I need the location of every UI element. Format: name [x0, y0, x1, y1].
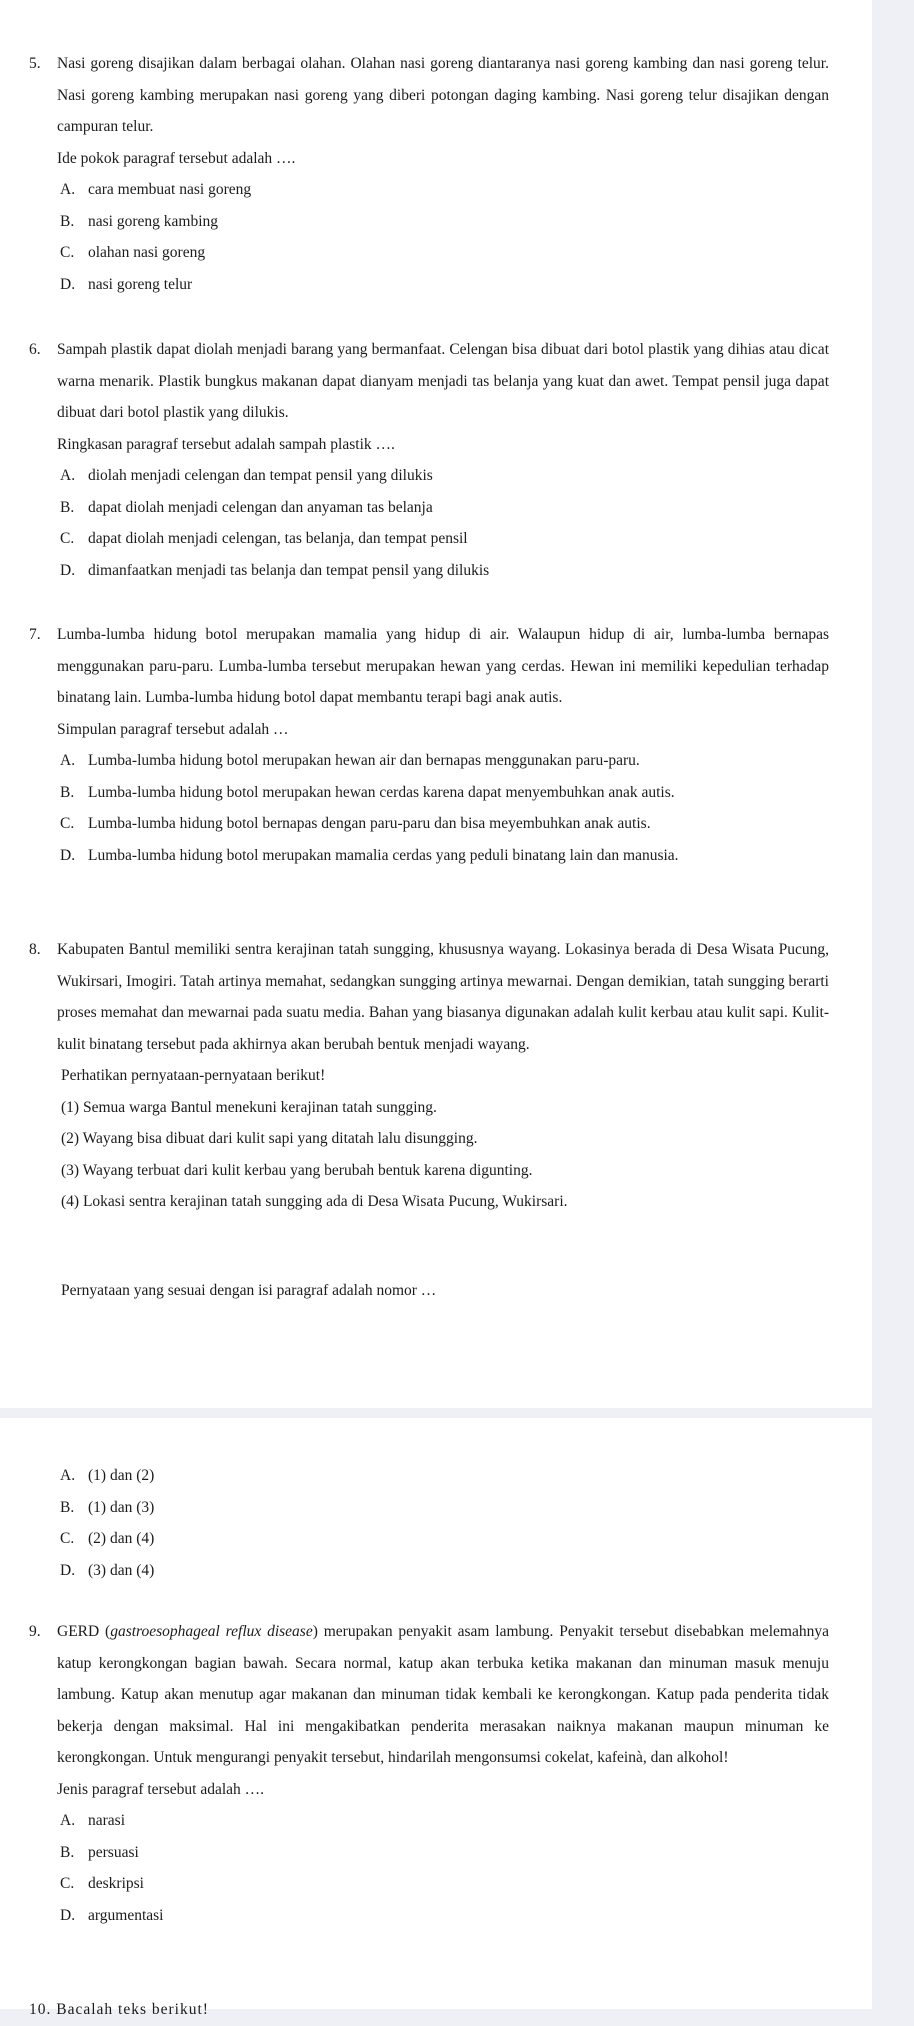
option-letter: C.	[60, 1530, 75, 1547]
option-a[interactable]	[60, 1460, 829, 1492]
option-a[interactable]	[60, 460, 829, 492]
option-text: Lumba-lumba hidung botol merupakan hewan air dan bernapas menggunakan paru-paru.	[88, 752, 640, 769]
question-8-options	[29, 1460, 829, 1586]
question-prompt: Ide pokok paragraf tersebut adalah ….	[57, 149, 296, 167]
question-prompt: Pernyataan yang sesuai dengan isi paragraf adalah nomor …	[61, 1281, 437, 1299]
option-text: nasi goreng kambing	[88, 212, 219, 230]
option-b[interactable]	[60, 206, 829, 238]
option-text: (1) dan (3)	[88, 1498, 155, 1516]
option-text: Lumba-lumba hidung botol merupakan hewan cerdas karena dapat menyembuhkan anak autis.	[88, 783, 675, 801]
option-d[interactable]	[60, 1555, 829, 1587]
option-text: narasi	[88, 1812, 126, 1829]
option-letter: D.	[60, 846, 76, 864]
option-b[interactable]	[60, 1837, 829, 1869]
option-letter: C.	[60, 244, 75, 261]
term: GERD	[57, 1623, 100, 1640]
option-text: Lumba-lumba hidung botol merupakan mamalia cerdas yang peduli binatang lain dan manusia.	[88, 846, 679, 864]
option-letter: C.	[60, 1875, 75, 1892]
option-letter: A.	[60, 752, 76, 769]
option-d[interactable]	[60, 269, 829, 301]
question-number: 6.	[29, 341, 41, 358]
option-b[interactable]	[60, 492, 829, 524]
question-prompt: Simpulan paragraf tersebut adalah …	[57, 720, 289, 738]
option-letter: B.	[60, 783, 75, 801]
question-paragraph: Sampah plastik dapat diolah menjadi barang yang bermanfaat. Celengan bisa dibuat dari botol plastik yang dihias atau dicat warna menarik. Plastik bungkus makanan dapat dianyam menjadi tas belanja yang kuat dan awet. Tempat pensil juga dapat dibuat dari botol plastik yang dilukis.	[57, 341, 829, 421]
question-5	[29, 48, 829, 300]
question-paragraph: Kabupaten Bantul memiliki sentra kerajinan tatah sungging, khususnya wayang. Lokasinya berada di Desa Wisata Pucung, Wukirsari, Imogiri. Tatah artinya memahat, sedangkan sungging artinya mewarnai. Dengan demikian, tatah sungging berarti proses memahat dan mewarnai pada suatu media. Bahan yang biasanya digunakan adalah kulit kerbau atau kulit sapi. Kulit-kulit binatang tersebut pada akhirnya akan berubah bentuk menjadi wayang.	[57, 941, 829, 1053]
question-6	[29, 334, 829, 586]
option-c[interactable]	[60, 523, 829, 555]
option-letter: B.	[60, 1843, 75, 1861]
option-text: cara membuat nasi goreng	[88, 181, 252, 198]
option-text: (3) dan (4)	[88, 1561, 155, 1579]
option-letter: D.	[60, 1906, 76, 1924]
option-text: argumentasi	[88, 1906, 164, 1924]
question-paragraph: GERD (gastroesophageal reflux disease) merupakan penyakit asam lambung. Penyakit tersebut disebabkan melemahnya katup kerongkongan bagian bawah. Secara normal, katup akan terbuka ketika makanan dan minuman masuk menuju lambung. Katup akan menutup agar makanan dan minuman tidak kembali ke kerongkongan. Katup pada penderita tidak bekerja dengan maksimal. Hal ini mengakibatkan penderita merasakan naiknya makanan maupun minuman ke kerongkongan. Untuk mengurangi penyakit tersebut, hindarilah mengonsumsi cokelat, kafeinà, dan alkohol!	[57, 1623, 829, 1766]
option-text: dimanfaatkan menjadi tas belanja dan tempat pensil yang dilukis	[88, 561, 490, 579]
option-d[interactable]	[60, 1900, 829, 1932]
option-letter: A.	[60, 181, 76, 198]
statement-4: (4) Lokasi sentra kerajinan tatah sungging ada di Desa Wisata Pucung, Wukirsari.	[61, 1193, 568, 1210]
option-a[interactable]	[60, 174, 829, 206]
option-text: diolah menjadi celengan dan tempat pensil yang dilukis	[88, 467, 433, 484]
option-a[interactable]	[60, 1805, 829, 1837]
question-paragraph: Nasi goreng disajikan dalam berbagai olahan. Olahan nasi goreng diantaranya nasi goreng kambing dan nasi goreng telur. Nasi goreng kambing merupakan nasi goreng yang diberi potongan daging kambing. Nasi goreng telur disajikan dengan campuran telur.	[57, 55, 829, 135]
option-letter: A.	[60, 1467, 76, 1484]
option-text: nasi goreng telur	[88, 275, 193, 293]
option-letter: D.	[60, 561, 76, 579]
statement-2: (2) Wayang bisa dibuat dari kulit sapi yang ditatah lalu disungging.	[61, 1130, 478, 1147]
option-text: dapat diolah menjadi celengan dan anyaman tas belanja	[88, 498, 433, 516]
question-10-heading: 10. Bacalah teks berikut!	[29, 2001, 209, 2018]
question-number: 7.	[29, 626, 41, 643]
question-prompt: Ringkasan paragraf tersebut adalah sampah plastik ….	[57, 435, 395, 453]
option-letter: D.	[60, 275, 76, 293]
option-c[interactable]	[60, 1523, 829, 1555]
option-text: deskripsi	[88, 1875, 144, 1892]
question-8	[29, 934, 829, 1306]
question-paragraph: Lumba-lumba hidung botol merupakan mamalia yang hidup di air. Walaupun hidup di air, lumba-lumba bernapas menggunakan paru-paru. Lumba-lumba tersebut merupakan hewan yang cerdas. Hewan ini memiliki kepedulian terhadap binatang lain. Lumba-lumba hidung botol dapat membantu terapi bagi anak autis.	[57, 626, 829, 706]
option-c[interactable]	[60, 808, 829, 840]
question-prompt: Jenis paragraf tersebut adalah ….	[57, 1780, 265, 1798]
page-2	[0, 1418, 872, 2018]
question-number: 9.	[29, 1623, 41, 1640]
option-letter: A.	[60, 1812, 76, 1829]
option-letter: D.	[60, 1561, 76, 1579]
option-letter: B.	[60, 498, 75, 516]
option-letter: C.	[60, 815, 75, 832]
question-9	[29, 1616, 829, 1931]
question-number: 5.	[29, 55, 41, 72]
paragraph-body: merupakan penyakit asam lambung. Penyakit tersebut disebabkan melemahnya katup kerongkongan bagian bawah. Secara normal, katup akan terbuka ketika makanan dan minuman masuk menuju lambung. Katup akan menutup agar makanan dan minuman tidak kembali ke kerongkongan. Katup pada penderita tidak bekerja dengan maksimal. Hal ini mengakibatkan penderita merasakan naiknya makanan maupun minuman ke kerongkongan. Untuk mengurangi penyakit tersebut, hindarilah mengonsumsi cokelat, kafeinà, dan alkohol!	[57, 1623, 829, 1766]
option-letter: A.	[60, 467, 76, 484]
statement-3: (3) Wayang terbuat dari kulit kerbau yang berubah bentuk karena digunting.	[61, 1161, 533, 1179]
term-expansion: gastroesophageal reflux disease	[110, 1623, 313, 1640]
option-text: (2) dan (4)	[88, 1530, 155, 1547]
option-letter: B.	[60, 1498, 75, 1516]
statement-instruction: Perhatikan pernyataan-pernyataan berikut!	[61, 1067, 326, 1084]
option-text: persuasi	[88, 1843, 139, 1861]
statement-1: (1) Semua warga Bantul menekuni kerajinan tatah sungging.	[61, 1098, 437, 1116]
option-letter: C.	[60, 530, 75, 547]
option-d[interactable]	[60, 840, 829, 872]
option-c[interactable]	[60, 1868, 829, 1900]
option-text: (1) dan (2)	[88, 1467, 155, 1484]
option-text: dapat diolah menjadi celengan, tas belanja, dan tempat pensil	[88, 530, 468, 547]
question-7	[29, 619, 829, 871]
option-b[interactable]	[60, 1492, 829, 1524]
option-b[interactable]	[60, 777, 829, 809]
option-text: Lumba-lumba hidung botol bernapas dengan paru-paru dan bisa meyembuhkan anak autis.	[88, 815, 651, 832]
option-letter: B.	[60, 212, 75, 230]
option-d[interactable]	[60, 555, 829, 587]
option-c[interactable]	[60, 237, 829, 269]
option-a[interactable]	[60, 745, 829, 777]
question-number: 8.	[29, 941, 41, 958]
option-text: olahan nasi goreng	[88, 244, 206, 261]
